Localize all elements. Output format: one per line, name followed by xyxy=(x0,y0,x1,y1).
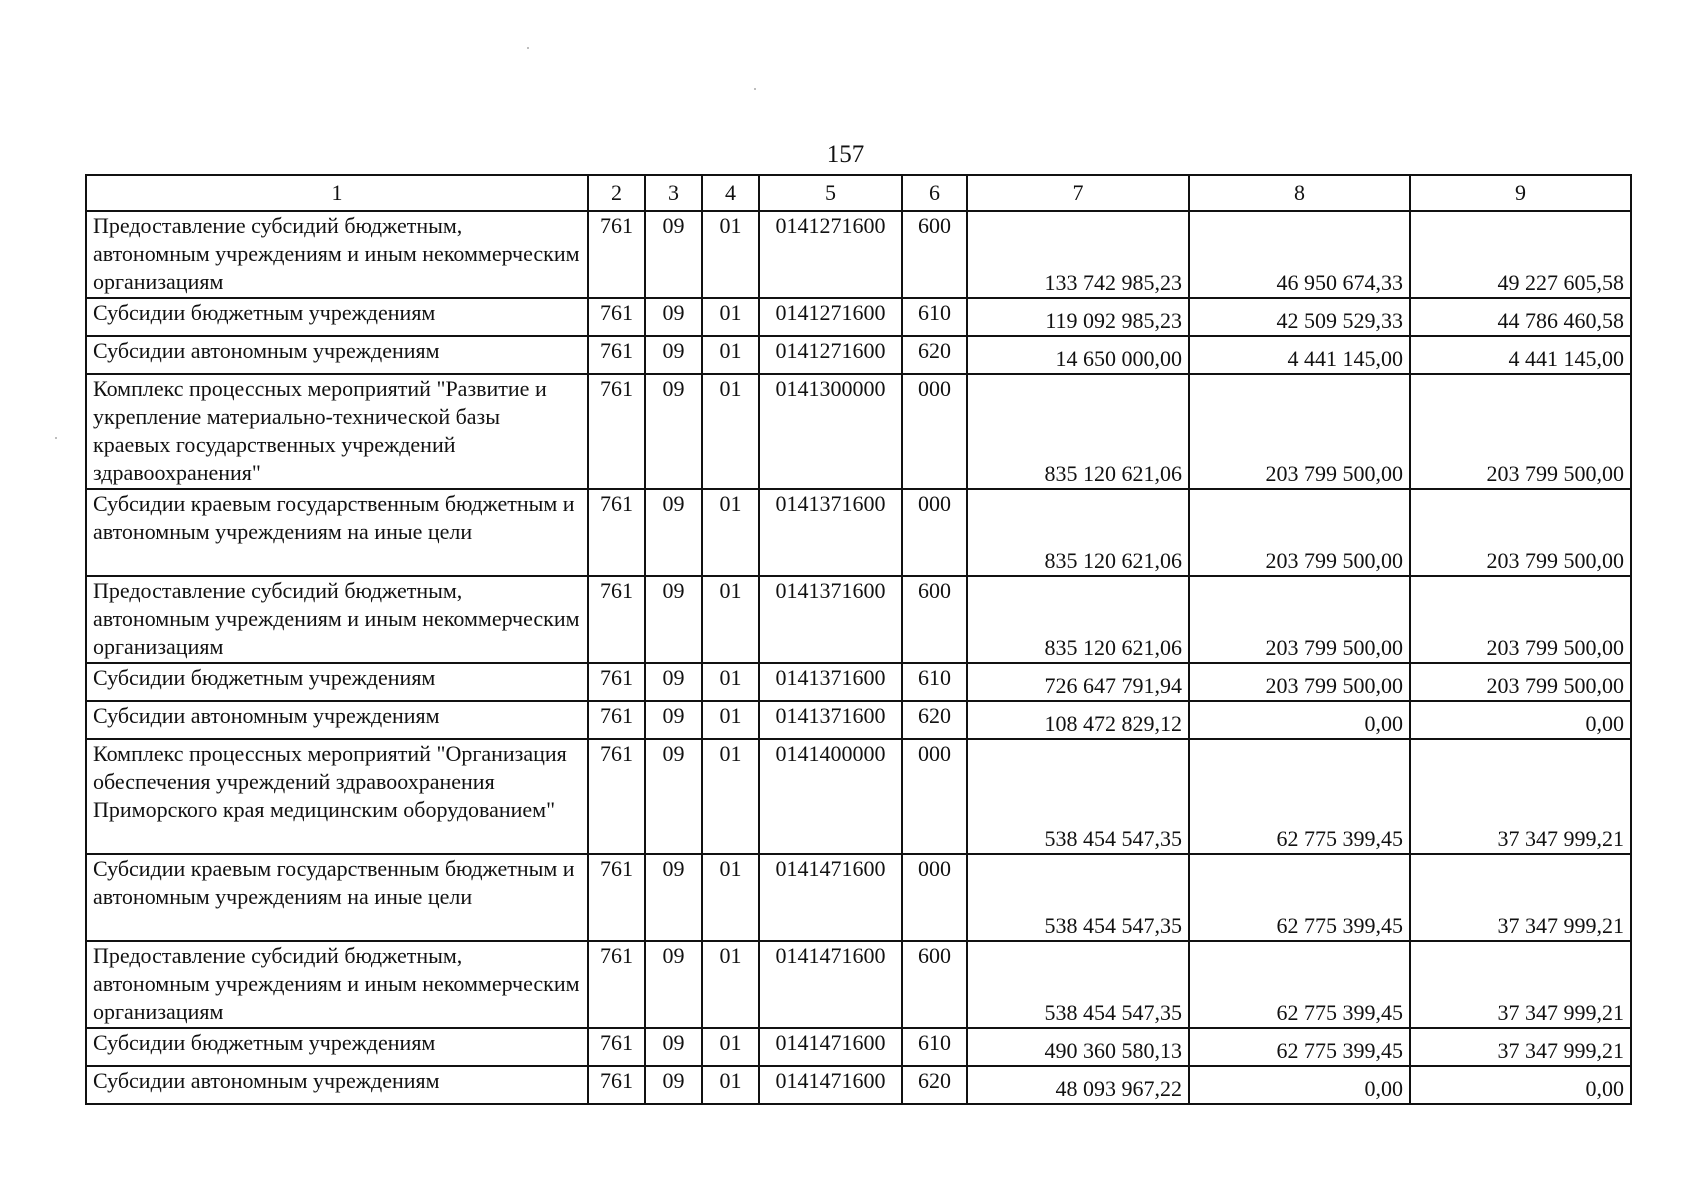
row-name: Субсидии автономным учреждениям xyxy=(86,701,588,739)
amount-cell: 48 093 967,22 xyxy=(967,1066,1189,1104)
code-cell: 620 xyxy=(902,701,967,739)
column-number: 7 xyxy=(967,175,1189,211)
row-name: Субсидии бюджетным учреждениям xyxy=(86,298,588,336)
amount-cell: 119 092 985,23 xyxy=(967,298,1189,336)
row-name: Комплекс процессных мероприятий "Развитие и укрепление материально-технической базы краевых государственных учреждений здравоохранения" xyxy=(86,374,588,489)
amount-cell: 46 950 674,33 xyxy=(1189,211,1410,298)
amount-cell: 4 441 145,00 xyxy=(1189,336,1410,374)
code-cell: 000 xyxy=(902,489,967,576)
row-name: Субсидии краевым государственным бюджетным и автономным учреждениям на иные цели xyxy=(86,854,588,941)
code-cell: 09 xyxy=(645,1028,702,1066)
code-cell: 761 xyxy=(588,854,645,941)
amount-cell: 203 799 500,00 xyxy=(1189,576,1410,663)
table-row xyxy=(86,1066,1631,1104)
code-cell: 761 xyxy=(588,336,645,374)
code-cell: 610 xyxy=(902,298,967,336)
amount-cell: 203 799 500,00 xyxy=(1410,663,1631,701)
code-cell: 01 xyxy=(702,1028,759,1066)
amount-cell: 42 509 529,33 xyxy=(1189,298,1410,336)
code-cell: 09 xyxy=(645,298,702,336)
code-cell: 09 xyxy=(645,663,702,701)
code-cell: 761 xyxy=(588,489,645,576)
code-cell: 01 xyxy=(702,576,759,663)
code-cell: 761 xyxy=(588,739,645,854)
amount-cell: 0,00 xyxy=(1410,1066,1631,1104)
code-cell: 09 xyxy=(645,1066,702,1104)
amount-cell: 835 120 621,06 xyxy=(967,374,1189,489)
budget-table xyxy=(85,174,1632,1105)
amount-cell: 62 775 399,45 xyxy=(1189,739,1410,854)
amount-cell: 37 347 999,21 xyxy=(1410,941,1631,1028)
code-cell: 620 xyxy=(902,1066,967,1104)
code-cell: 0141471600 xyxy=(759,854,902,941)
amount-cell: 835 120 621,06 xyxy=(967,576,1189,663)
code-cell: 09 xyxy=(645,941,702,1028)
amount-cell: 14 650 000,00 xyxy=(967,336,1189,374)
amount-cell: 835 120 621,06 xyxy=(967,489,1189,576)
table-row xyxy=(86,298,1631,336)
table-row xyxy=(86,1028,1631,1066)
code-cell: 0141271600 xyxy=(759,336,902,374)
code-cell: 0141371600 xyxy=(759,701,902,739)
scan-speck xyxy=(754,88,756,90)
amount-cell: 44 786 460,58 xyxy=(1410,298,1631,336)
row-name: Предоставление субсидий бюджетным, автономным учреждениям и иным некоммерческим организациям xyxy=(86,211,588,298)
column-number: 8 xyxy=(1189,175,1410,211)
amount-cell: 62 775 399,45 xyxy=(1189,1028,1410,1066)
code-cell: 620 xyxy=(902,336,967,374)
code-cell: 01 xyxy=(702,298,759,336)
code-cell: 09 xyxy=(645,336,702,374)
amount-cell: 62 775 399,45 xyxy=(1189,854,1410,941)
code-cell: 610 xyxy=(902,1028,967,1066)
code-cell: 0141371600 xyxy=(759,663,902,701)
row-name: Предоставление субсидий бюджетным, автономным учреждениям и иным некоммерческим организациям xyxy=(86,576,588,663)
amount-cell: 0,00 xyxy=(1410,701,1631,739)
code-cell: 09 xyxy=(645,739,702,854)
scan-speck xyxy=(527,47,529,49)
code-cell: 01 xyxy=(702,1066,759,1104)
code-cell: 09 xyxy=(645,854,702,941)
code-cell: 761 xyxy=(588,298,645,336)
code-cell: 761 xyxy=(588,1028,645,1066)
page-number: 157 xyxy=(826,141,865,168)
amount-cell: 490 360 580,13 xyxy=(967,1028,1189,1066)
table-row xyxy=(86,663,1631,701)
amount-cell: 726 647 791,94 xyxy=(967,663,1189,701)
column-number: 3 xyxy=(645,175,702,211)
code-cell: 761 xyxy=(588,211,645,298)
code-cell: 09 xyxy=(645,701,702,739)
row-name: Субсидии бюджетным учреждениям xyxy=(86,663,588,701)
row-name: Предоставление субсидий бюджетным, автономным учреждениям и иным некоммерческим организациям xyxy=(86,941,588,1028)
row-name: Субсидии автономным учреждениям xyxy=(86,1066,588,1104)
column-number: 6 xyxy=(902,175,967,211)
code-cell: 09 xyxy=(645,374,702,489)
amount-cell: 203 799 500,00 xyxy=(1189,489,1410,576)
code-cell: 761 xyxy=(588,374,645,489)
table-row xyxy=(86,854,1631,941)
amount-cell: 4 441 145,00 xyxy=(1410,336,1631,374)
code-cell: 01 xyxy=(702,854,759,941)
code-cell: 0141271600 xyxy=(759,211,902,298)
code-cell: 01 xyxy=(702,739,759,854)
code-cell: 000 xyxy=(902,739,967,854)
code-cell: 01 xyxy=(702,941,759,1028)
column-number: 4 xyxy=(702,175,759,211)
code-cell: 01 xyxy=(702,663,759,701)
code-cell: 09 xyxy=(645,489,702,576)
code-cell: 0141471600 xyxy=(759,1028,902,1066)
code-cell: 09 xyxy=(645,576,702,663)
amount-cell: 203 799 500,00 xyxy=(1410,374,1631,489)
code-cell: 600 xyxy=(902,941,967,1028)
code-cell: 01 xyxy=(702,336,759,374)
amount-cell: 37 347 999,21 xyxy=(1410,739,1631,854)
code-cell: 761 xyxy=(588,701,645,739)
code-cell: 610 xyxy=(902,663,967,701)
code-cell: 01 xyxy=(702,211,759,298)
code-cell: 761 xyxy=(588,576,645,663)
amount-cell: 37 347 999,21 xyxy=(1410,1028,1631,1066)
code-cell: 000 xyxy=(902,854,967,941)
column-number: 1 xyxy=(86,175,588,211)
code-cell: 0141471600 xyxy=(759,941,902,1028)
amount-cell: 37 347 999,21 xyxy=(1410,854,1631,941)
amount-cell: 538 454 547,35 xyxy=(967,739,1189,854)
scan-speck xyxy=(55,437,57,439)
code-cell: 0141271600 xyxy=(759,298,902,336)
code-cell: 0141371600 xyxy=(759,576,902,663)
code-cell: 761 xyxy=(588,1066,645,1104)
amount-cell: 49 227 605,58 xyxy=(1410,211,1631,298)
amount-cell: 0,00 xyxy=(1189,1066,1410,1104)
row-name: Субсидии краевым государственным бюджетным и автономным учреждениям на иные цели xyxy=(86,489,588,576)
code-cell: 01 xyxy=(702,701,759,739)
table-row xyxy=(86,941,1631,1028)
amount-cell: 203 799 500,00 xyxy=(1410,489,1631,576)
amount-cell: 0,00 xyxy=(1189,701,1410,739)
code-cell: 761 xyxy=(588,941,645,1028)
amount-cell: 108 472 829,12 xyxy=(967,701,1189,739)
table-row xyxy=(86,374,1631,489)
row-name: Субсидии автономным учреждениям xyxy=(86,336,588,374)
column-number: 5 xyxy=(759,175,902,211)
table-row xyxy=(86,489,1631,576)
table-row xyxy=(86,336,1631,374)
code-cell: 0141471600 xyxy=(759,1066,902,1104)
column-number: 9 xyxy=(1410,175,1631,211)
row-name: Субсидии бюджетным учреждениям xyxy=(86,1028,588,1066)
code-cell: 000 xyxy=(902,374,967,489)
column-number: 2 xyxy=(588,175,645,211)
code-cell: 600 xyxy=(902,211,967,298)
amount-cell: 203 799 500,00 xyxy=(1189,374,1410,489)
code-cell: 09 xyxy=(645,211,702,298)
code-cell: 0141400000 xyxy=(759,739,902,854)
table-row xyxy=(86,739,1631,854)
amount-cell: 62 775 399,45 xyxy=(1189,941,1410,1028)
code-cell: 0141371600 xyxy=(759,489,902,576)
code-cell: 761 xyxy=(588,663,645,701)
table-row xyxy=(86,701,1631,739)
amount-cell: 538 454 547,35 xyxy=(967,941,1189,1028)
amount-cell: 203 799 500,00 xyxy=(1189,663,1410,701)
table-row xyxy=(86,576,1631,663)
code-cell: 01 xyxy=(702,374,759,489)
amount-cell: 203 799 500,00 xyxy=(1410,576,1631,663)
row-name: Комплекс процессных мероприятий "Организация обеспечения учреждений здравоохранения Приморского края медицинским оборудованием" xyxy=(86,739,588,854)
code-cell: 0141300000 xyxy=(759,374,902,489)
amount-cell: 538 454 547,35 xyxy=(967,854,1189,941)
code-cell: 01 xyxy=(702,489,759,576)
amount-cell: 133 742 985,23 xyxy=(967,211,1189,298)
column-number-row xyxy=(86,175,1631,211)
table-row xyxy=(86,211,1631,298)
code-cell: 600 xyxy=(902,576,967,663)
